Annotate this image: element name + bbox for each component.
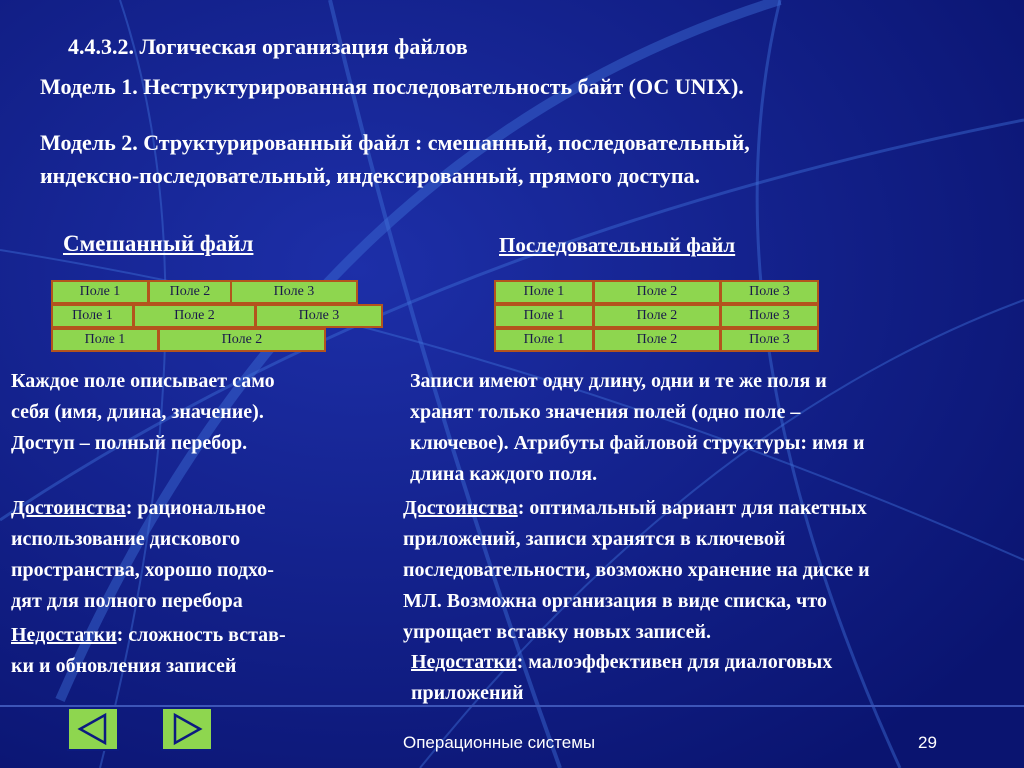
- mixed-desc-line: Каждое поле описывает само: [11, 370, 275, 392]
- seq-row1-field1: Поле 1: [494, 280, 594, 304]
- mixed-description: [11, 366, 275, 459]
- model-2-line-1: Модель 2. Структурированный файл : смешанный, последовательный,: [40, 130, 750, 155]
- next-slide-button[interactable]: [161, 707, 213, 751]
- mixed-row1-field2: Поле 2: [148, 280, 232, 304]
- mixed-row3-field1: Поле 1: [51, 328, 159, 352]
- seq-desc-line: длина каждого поля.: [410, 463, 598, 485]
- mixed-disadvantages: [11, 620, 286, 682]
- sequential-advantages: [403, 493, 870, 648]
- mixed-row2-field1: Поле 1: [51, 304, 134, 328]
- seq-row3-field3: Поле 3: [720, 328, 819, 352]
- sequential-disadvantages: [411, 647, 832, 709]
- footer-divider: [0, 705, 1024, 707]
- mixed-row2-field2: Поле 2: [133, 304, 256, 328]
- previous-slide-button[interactable]: [67, 707, 119, 751]
- page-heading: 4.4.3.2. Логическая организация файлов: [68, 34, 468, 59]
- mixed-dis-label: Недостатки: [11, 624, 117, 646]
- mixed-desc-line: себя (имя, длина, значение).: [11, 401, 264, 423]
- slide-number: 29: [918, 733, 937, 752]
- seq-adv-line: упрощает вставку новых записей.: [403, 621, 712, 643]
- seq-desc-line: ключевое). Атрибуты файловой структуры: имя и: [410, 432, 865, 454]
- arrow-right-icon: [163, 709, 211, 749]
- seq-row2-field1: Поле 1: [494, 304, 594, 328]
- sequential-file-title: Последовательный файл: [499, 233, 736, 257]
- arrow-left-icon: [69, 709, 117, 749]
- mixed-dis-line: ки и обновления записей: [11, 655, 237, 677]
- mixed-dis-text: : сложность встав-: [116, 624, 286, 646]
- model-1-text: Модель 1. Неструктурированная последовательность байт (ОС UNIX).: [40, 74, 744, 99]
- mixed-desc-line: Доступ – полный перебор.: [11, 432, 248, 454]
- footer-course-title: Операционные системы: [403, 733, 596, 752]
- seq-desc-line: хранят только значения полей (одно поле –: [410, 401, 801, 423]
- seq-dis-line: приложений: [411, 682, 524, 704]
- seq-adv-label: Достоинства: [403, 497, 518, 519]
- mixed-adv-label: Достоинства: [11, 497, 126, 519]
- seq-row2-field3: Поле 3: [720, 304, 819, 328]
- mixed-adv-line: пространства, хорошо подхо-: [11, 559, 274, 581]
- seq-desc-line: Записи имеют одну длину, одни и те же поля и: [410, 370, 827, 392]
- mixed-row3-field2: Поле 2: [158, 328, 326, 352]
- seq-adv-line: приложений, записи хранятся в ключевой: [403, 528, 786, 550]
- mixed-row1-field3: Поле 3: [230, 280, 358, 304]
- seq-row3-field1: Поле 1: [494, 328, 594, 352]
- seq-dis-text: : малоэффективен для диалоговых: [516, 651, 833, 673]
- mixed-row1-field1: Поле 1: [51, 280, 149, 304]
- model-2-line-2: индексно-последовательный, индексированный, прямого доступа.: [40, 163, 700, 188]
- seq-adv-text: : оптимальный вариант для пакетных: [517, 497, 867, 519]
- mixed-row2-field3: Поле 3: [255, 304, 383, 328]
- seq-row1-field3: Поле 3: [720, 280, 819, 304]
- mixed-adv-line: дят для полного перебора: [11, 590, 243, 612]
- seq-row3-field2: Поле 2: [593, 328, 721, 352]
- seq-adv-line: МЛ. Возможна организация в виде списка, что: [403, 590, 827, 612]
- mixed-adv-text: : рациональное: [125, 497, 266, 519]
- mixed-file-title: Смешанный файл: [63, 231, 254, 256]
- mixed-advantages: [11, 493, 274, 617]
- mixed-adv-line: использование дискового: [11, 528, 241, 550]
- seq-row2-field2: Поле 2: [593, 304, 721, 328]
- seq-dis-label: Недостатки: [411, 651, 517, 673]
- seq-row1-field2: Поле 2: [593, 280, 721, 304]
- sequential-description: [410, 366, 865, 490]
- seq-adv-line: последовательности, возможно хранение на диске и: [403, 559, 870, 581]
